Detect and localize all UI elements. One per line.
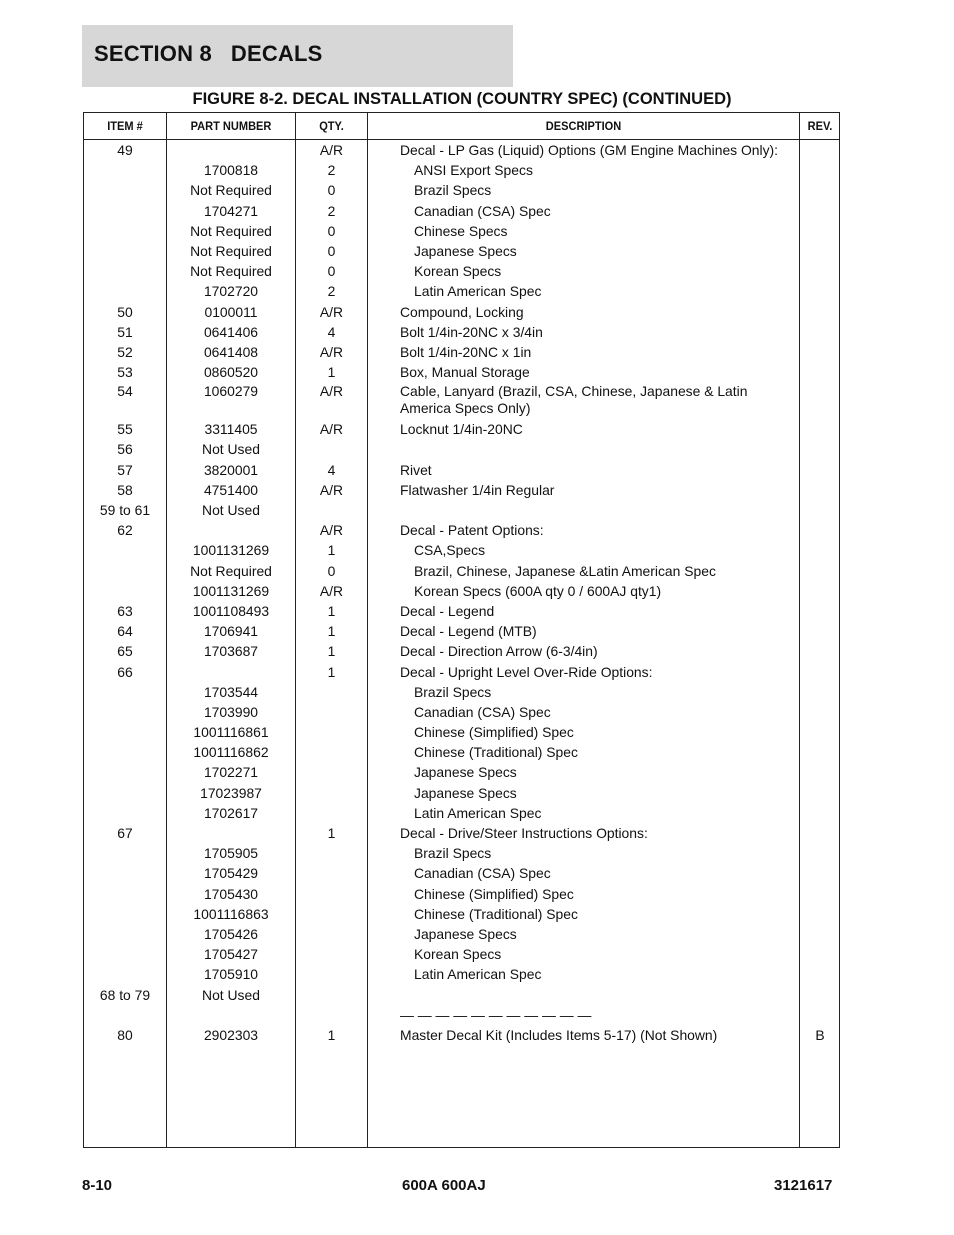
table-row bbox=[84, 641, 839, 661]
part-number-cell: 1702271 bbox=[203, 764, 259, 781]
description-cell: Flatwasher 1/4in Regular bbox=[400, 481, 555, 498]
part-number-cell: 1001116863 bbox=[193, 905, 269, 922]
table-row bbox=[84, 500, 839, 520]
item-cell: 51 bbox=[117, 323, 133, 340]
description-cell: Japanese Specs bbox=[414, 784, 517, 801]
qty-cell: 2 bbox=[327, 202, 336, 219]
model-name: 600A 600AJ bbox=[402, 1177, 486, 1194]
table-row bbox=[84, 480, 839, 500]
item-cell: 49 bbox=[117, 142, 133, 158]
table-row bbox=[84, 1025, 839, 1045]
table-row bbox=[84, 823, 839, 843]
part-number-cell: Not Used bbox=[202, 986, 260, 1003]
item-cell: 68 to 79 bbox=[99, 986, 151, 1003]
qty-cell: 1 bbox=[327, 602, 336, 619]
item-cell: 59 to 61 bbox=[99, 502, 151, 518]
description-cell: Canadian (CSA) Spec bbox=[414, 202, 551, 219]
table-row bbox=[84, 904, 839, 924]
part-number-cell: 2902303 bbox=[203, 1026, 259, 1043]
part-number-cell: 1001108493 bbox=[192, 602, 270, 619]
description-cell: Rivet bbox=[400, 461, 432, 478]
item-cell: 62 bbox=[117, 522, 133, 539]
item-cell: 50 bbox=[117, 303, 133, 320]
table-row bbox=[84, 180, 839, 200]
description-cell: Canadian (CSA) Spec bbox=[414, 865, 551, 882]
item-cell: 54 bbox=[117, 383, 133, 400]
table-row bbox=[84, 460, 839, 480]
item-cell: 53 bbox=[117, 364, 133, 381]
description-cell: Brazil Specs bbox=[414, 683, 492, 700]
part-number-cell: 4751400 bbox=[203, 481, 259, 498]
part-number-cell: Not Used bbox=[202, 502, 260, 518]
qty-cell: 2 bbox=[327, 283, 336, 300]
description-cell: Decal - Drive/Steer Instructions Options: bbox=[400, 825, 648, 841]
part-number-cell: 1702720 bbox=[203, 283, 259, 300]
description-cell: Japanese Specs bbox=[414, 764, 517, 781]
parts-table bbox=[83, 112, 840, 1148]
header-description: DESCRIPTION bbox=[545, 119, 622, 133]
part-number-cell: 1001131269 bbox=[192, 582, 270, 599]
part-number-cell: 0641406 bbox=[203, 323, 259, 340]
page-number: 8-10 bbox=[82, 1177, 113, 1194]
header-qty: QTY. bbox=[319, 119, 344, 133]
table-row bbox=[84, 964, 839, 984]
item-cell: 56 bbox=[117, 441, 133, 458]
item-cell: 57 bbox=[117, 461, 133, 478]
table-row bbox=[84, 762, 839, 782]
item-cell: 63 bbox=[117, 602, 133, 619]
table-row bbox=[84, 601, 839, 621]
part-number-cell: Not Used bbox=[202, 441, 260, 458]
description-cell: Korean Specs bbox=[414, 263, 502, 280]
qty-cell: A/R bbox=[319, 142, 344, 158]
description-cell: Decal - Direction Arrow (6-3/4in) bbox=[400, 643, 598, 660]
table-row bbox=[84, 924, 839, 944]
qty-cell: A/R bbox=[319, 343, 344, 360]
item-cell: 80 bbox=[117, 1026, 133, 1043]
description-cell: Brazil, Chinese, Japanese &Latin American Spec bbox=[414, 562, 716, 579]
table-row bbox=[84, 241, 839, 261]
description-cell: Japanese Specs bbox=[414, 242, 517, 259]
table-row bbox=[84, 985, 839, 1005]
part-number-cell: 1705426 bbox=[203, 925, 259, 942]
table-row bbox=[84, 140, 839, 160]
part-number-cell: Not Required bbox=[190, 562, 272, 579]
description-cell: Brazil Specs bbox=[414, 845, 492, 862]
rev-cell: B bbox=[815, 1026, 825, 1043]
table-row bbox=[84, 561, 839, 581]
qty-cell: 4 bbox=[327, 323, 336, 340]
table-row bbox=[84, 682, 839, 702]
description-cell: Locknut 1/4in-20NC bbox=[400, 421, 523, 438]
description-cell: Decal - Legend bbox=[400, 602, 495, 619]
description-cell: Decal - LP Gas (Liquid) Options (GM Engine Machines Only): bbox=[400, 142, 779, 158]
description-cell: Korean Specs (600A qty 0 / 600AJ qty1) bbox=[414, 582, 662, 599]
item-cell: 52 bbox=[117, 343, 133, 360]
description-cell: Chinese (Traditional) Spec bbox=[414, 905, 578, 922]
part-number-cell: 0641408 bbox=[203, 343, 259, 360]
part-number-cell: 1705427 bbox=[203, 946, 259, 963]
table-row bbox=[84, 342, 839, 362]
part-number-cell: Not Required bbox=[190, 263, 272, 280]
description-line: America Specs Only) bbox=[400, 400, 531, 417]
part-number-cell: 3820001 bbox=[203, 461, 259, 478]
table-row bbox=[84, 281, 839, 301]
qty-cell: 1 bbox=[327, 542, 336, 559]
description-cell: CSA,Specs bbox=[414, 542, 486, 559]
table-row bbox=[84, 419, 839, 439]
table-row bbox=[84, 884, 839, 904]
item-cell: 67 bbox=[117, 825, 133, 841]
header-rev: REV. bbox=[807, 119, 833, 133]
description-cell: Canadian (CSA) Spec bbox=[414, 703, 551, 720]
item-cell: 58 bbox=[117, 481, 133, 498]
part-number-cell: 1705910 bbox=[203, 966, 259, 983]
part-number-cell: 1702617 bbox=[203, 804, 259, 821]
description-cell: Bolt 1/4in-20NC x 1in bbox=[400, 343, 532, 360]
part-number-cell: 1703544 bbox=[203, 683, 259, 700]
part-number-cell: 1705429 bbox=[203, 865, 259, 882]
description-cell: Master Decal Kit (Includes Items 5-17) (Not Shown) bbox=[400, 1026, 718, 1043]
description-cell: Box, Manual Storage bbox=[400, 364, 530, 381]
qty-cell: A/R bbox=[319, 383, 344, 400]
part-number-cell: 1001131269 bbox=[192, 542, 270, 559]
qty-cell: 0 bbox=[327, 182, 336, 199]
description-line: Cable, Lanyard (Brazil, CSA, Chinese, Japanese & Latin bbox=[400, 383, 748, 400]
qty-cell: A/R bbox=[319, 303, 344, 320]
part-number-cell: Not Required bbox=[190, 182, 272, 199]
part-number-cell: 1001116862 bbox=[193, 744, 269, 761]
table-row bbox=[84, 803, 839, 823]
item-cell: 65 bbox=[117, 643, 133, 660]
table-row bbox=[84, 322, 839, 342]
table-row bbox=[84, 621, 839, 641]
item-cell: 55 bbox=[117, 421, 133, 438]
qty-cell: 0 bbox=[327, 222, 336, 239]
table-row bbox=[84, 201, 839, 221]
item-cell: 66 bbox=[117, 663, 133, 680]
description-cell: Latin American Spec bbox=[414, 283, 542, 300]
qty-cell: 1 bbox=[327, 825, 336, 841]
table-row bbox=[84, 863, 839, 883]
qty-cell: A/R bbox=[319, 421, 344, 438]
qty-cell: 1 bbox=[327, 1026, 336, 1043]
description-cell: Decal - Legend (MTB) bbox=[400, 623, 537, 640]
description-cell: Japanese Specs bbox=[414, 925, 517, 942]
qty-cell: 1 bbox=[327, 643, 336, 660]
description-cell: Decal - Upright Level Over-Ride Options: bbox=[400, 663, 653, 680]
description-cell: Decal - Patent Options: bbox=[400, 522, 544, 539]
qty-cell: 0 bbox=[327, 263, 336, 280]
part-number-cell: 0100011 bbox=[204, 303, 258, 320]
table-row bbox=[84, 302, 839, 322]
part-number-cell: 3311405 bbox=[204, 421, 258, 438]
table-row bbox=[84, 843, 839, 863]
table-row bbox=[84, 520, 839, 540]
part-number-cell: 1706941 bbox=[203, 623, 259, 640]
part-number-cell: 1001116861 bbox=[193, 724, 269, 741]
description-cell: Latin American Spec bbox=[414, 966, 542, 983]
figure-title: FIGURE 8-2. DECAL INSTALLATION (COUNTRY SPEC) (CONTINUED) bbox=[192, 90, 732, 108]
table-row bbox=[84, 1005, 839, 1025]
table-row bbox=[84, 581, 839, 601]
part-number-cell: Not Required bbox=[190, 242, 272, 259]
part-number-cell: 0860520 bbox=[203, 364, 259, 381]
description-cell: Chinese (Traditional) Spec bbox=[414, 744, 578, 761]
part-number-cell: 1703687 bbox=[203, 643, 259, 660]
part-number-cell: 17023987 bbox=[200, 784, 262, 801]
part-number-cell: 1704271 bbox=[203, 202, 259, 219]
description-cell: Chinese (Simplified) Spec bbox=[414, 885, 574, 902]
description-cell: Korean Specs bbox=[414, 946, 502, 963]
part-number-cell: 1705430 bbox=[203, 885, 259, 902]
description-cell: Bolt 1/4in-20NC x 3/4in bbox=[400, 323, 543, 340]
description-cell: — — — — — — — — — — — bbox=[400, 1006, 592, 1023]
description-cell: ANSI Export Specs bbox=[414, 162, 533, 179]
table-row bbox=[84, 160, 839, 180]
item-cell: 64 bbox=[117, 623, 133, 640]
qty-cell: A/R bbox=[319, 522, 344, 539]
qty-cell: 1 bbox=[327, 364, 336, 381]
qty-cell: 2 bbox=[327, 162, 336, 179]
header-part-number: PART NUMBER bbox=[190, 119, 272, 133]
header-item: ITEM # bbox=[107, 119, 143, 133]
qty-cell: 1 bbox=[327, 663, 336, 680]
part-number-cell: 1705905 bbox=[203, 845, 259, 862]
part-number-cell: 1700818 bbox=[203, 162, 259, 179]
table-row bbox=[84, 662, 839, 682]
document-number: 3121617 bbox=[774, 1177, 833, 1194]
table-body bbox=[84, 140, 839, 1045]
qty-cell: A/R bbox=[319, 481, 344, 498]
qty-cell: 0 bbox=[327, 242, 336, 259]
table-row bbox=[84, 261, 839, 281]
description-cell: Brazil Specs bbox=[414, 182, 492, 199]
table-row bbox=[84, 702, 839, 722]
description-cell: Compound, Locking bbox=[400, 303, 524, 320]
part-number-cell: Not Required bbox=[190, 222, 272, 239]
description-cell: Chinese (Simplified) Spec bbox=[414, 724, 574, 741]
table-row bbox=[84, 221, 839, 241]
section-title: SECTION 8 DECALS bbox=[94, 41, 323, 66]
part-number-cell: 1060279 bbox=[203, 383, 259, 400]
table-row bbox=[84, 540, 839, 560]
qty-cell: 1 bbox=[327, 623, 336, 640]
qty-cell: A/R bbox=[319, 582, 344, 599]
qty-cell: 0 bbox=[327, 562, 336, 579]
table-row bbox=[84, 742, 839, 762]
table-row bbox=[84, 722, 839, 742]
description-cell: Latin American Spec bbox=[414, 804, 542, 821]
table-row bbox=[84, 439, 839, 459]
description-cell bbox=[400, 383, 790, 417]
table-row bbox=[84, 362, 839, 382]
description-cell: Chinese Specs bbox=[414, 222, 508, 239]
table-row bbox=[84, 944, 839, 964]
qty-cell: 4 bbox=[327, 461, 336, 478]
table-row bbox=[84, 382, 839, 419]
table-row bbox=[84, 783, 839, 803]
part-number-cell: 1703990 bbox=[203, 703, 259, 720]
